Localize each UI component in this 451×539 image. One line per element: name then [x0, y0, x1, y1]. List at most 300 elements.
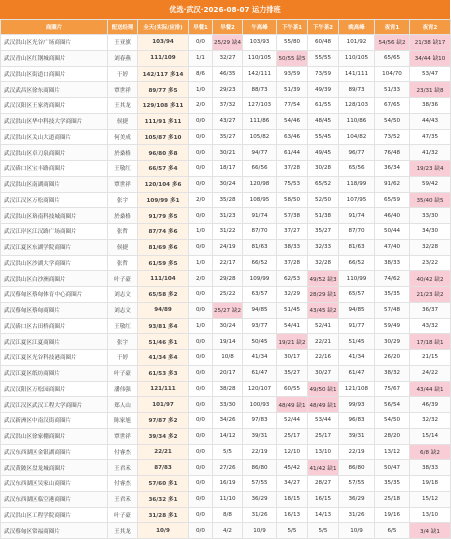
table-row[interactable]: [1, 318, 451, 334]
table-cell: 45/42: [277, 460, 308, 476]
table-cell: 王敬红: [108, 161, 138, 177]
area-name-cell: 武汉洪山区卓刀泉商圈片: [1, 145, 108, 161]
table-cell: 63/57: [243, 287, 277, 303]
table-cell: 43/45 缺2: [308, 302, 339, 318]
table-cell: 0/0: [189, 161, 213, 177]
table-cell: 35/27: [213, 129, 243, 145]
table-cell: 77/54: [277, 98, 308, 114]
table-cell: 94/85: [339, 302, 375, 318]
table-cell: 101/92: [339, 35, 375, 51]
table-cell: 2/0: [189, 98, 213, 114]
table-cell: 104/82: [339, 129, 375, 145]
table-cell: 51/33: [375, 82, 410, 98]
table-cell: 50/55 缺5: [277, 50, 308, 66]
table-row[interactable]: [1, 523, 451, 539]
table-cell: 刘志文: [108, 287, 138, 303]
table-cell: 1/0: [189, 82, 213, 98]
table-cell: 39/31: [339, 428, 375, 444]
table-cell: 55/55: [308, 50, 339, 66]
table-cell: 35/35: [375, 287, 410, 303]
table-cell: 16/13: [277, 507, 308, 523]
table-cell: 93/77: [243, 318, 277, 334]
table-cell: 36/37: [410, 302, 451, 318]
table-cell: 93/81 多4: [138, 318, 189, 334]
table-cell: 51/46 多1: [138, 334, 189, 350]
table-cell: 105/82: [243, 129, 277, 145]
table-cell: 0/0: [189, 287, 213, 303]
table-cell: 51/39: [277, 82, 308, 98]
table-cell: 103/94: [138, 35, 189, 51]
area-name-cell: 武汉硚口区宝丰路商圈片: [1, 161, 108, 177]
table-cell: 91/62: [375, 176, 410, 192]
table-cell: 王君禾: [108, 460, 138, 476]
table-cell: 0/0: [189, 381, 213, 397]
area-name-cell: 武汉洪山区南湖商圈片: [1, 176, 108, 192]
table-cell: 0/0: [189, 129, 213, 145]
table-cell: 89/77 多5: [138, 82, 189, 98]
table-cell: 0/0: [189, 350, 213, 366]
table-cell: 32/27: [213, 50, 243, 66]
table-cell: 38/32: [375, 365, 410, 381]
table-row[interactable]: [1, 365, 451, 381]
table-cell: 63/46: [277, 129, 308, 145]
table-row[interactable]: [1, 444, 451, 460]
area-name-cell: 武汉洪山区关山大道商圈片: [1, 129, 108, 145]
table-header-row: [1, 20, 451, 35]
table-cell: 15/14: [410, 428, 451, 444]
table-cell: 48/45: [308, 113, 339, 129]
area-name-cell: 武汉青山区红钢城商圈片: [1, 50, 108, 66]
table-cell: 111/91 多11: [138, 113, 189, 129]
table-cell: 99/93: [339, 397, 375, 413]
table-cell: 34/27: [277, 476, 308, 492]
table-cell: 22/21: [138, 444, 189, 460]
table-cell: 14/13: [308, 507, 339, 523]
table-cell: 61/59 多5: [138, 255, 189, 271]
table-cell: 61/55: [308, 98, 339, 114]
area-name-cell: 武汉江汉区万松商圈片: [1, 192, 108, 208]
table-cell: 56/54: [375, 397, 410, 413]
table-cell: 54/56 缺2: [375, 35, 410, 51]
table-cell: 58/50: [277, 192, 308, 208]
table-cell: 8/6: [189, 66, 213, 82]
table-cell: 52/41: [308, 318, 339, 334]
table-row[interactable]: [1, 224, 451, 240]
table-cell: 41/32: [410, 145, 451, 161]
table-cell: 66/56: [243, 161, 277, 177]
area-name-cell: 武汉东西湖区吴家山商圈片: [1, 476, 108, 492]
table-cell: 0/0: [189, 208, 213, 224]
table-cell: 31/22: [213, 224, 243, 240]
table-row[interactable]: [1, 35, 451, 51]
table-row[interactable]: [1, 507, 451, 523]
table-row[interactable]: [1, 413, 451, 429]
table-row[interactable]: [1, 255, 451, 271]
table-cell: 郑人山: [108, 397, 138, 413]
column-header[interactable]: 早餐2: [213, 20, 243, 35]
table-row[interactable]: [1, 397, 451, 413]
table-cell: 43/44 缺1: [410, 381, 451, 397]
table-cell: 0/0: [189, 176, 213, 192]
table-cell: 55/45: [308, 129, 339, 145]
table-row[interactable]: [1, 161, 451, 177]
table-cell: 49/39: [308, 82, 339, 98]
table-cell: 31/26: [243, 507, 277, 523]
table-cell: 覃世祥: [108, 82, 138, 98]
table-cell: 何美成: [108, 129, 138, 145]
table-cell: 叶子豪: [108, 271, 138, 287]
table-cell: 36/29: [339, 491, 375, 507]
table-cell: 120/107: [243, 381, 277, 397]
table-cell: 24/19: [213, 239, 243, 255]
table-cell: 19/14: [213, 334, 243, 350]
table-row[interactable]: [1, 381, 451, 397]
table-cell: 37/27: [277, 224, 308, 240]
table-cell: 94/85: [243, 302, 277, 318]
table-cell: 87/83: [138, 460, 189, 476]
table-cell: 48/49 缺1: [308, 397, 339, 413]
table-cell: 10/9: [243, 523, 277, 539]
table-cell: 91/79 多5: [138, 208, 189, 224]
table-cell: 65/56: [339, 161, 375, 177]
table-cell: 121/111: [138, 381, 189, 397]
table-cell: 1/0: [189, 255, 213, 271]
table-row[interactable]: [1, 491, 451, 507]
table-cell: 57/60 多1: [138, 476, 189, 492]
table-cell: 于婷: [108, 350, 138, 366]
table-cell: 21/15: [410, 350, 451, 366]
area-name-cell: 武汉新洲区中南汉街商圈片: [1, 413, 108, 429]
column-header[interactable]: 夜宵1: [375, 20, 410, 35]
table-cell: 於桑格: [108, 145, 138, 161]
table-cell: 2/0: [189, 271, 213, 287]
table-cell: 35/27: [308, 224, 339, 240]
table-cell: 1/0: [189, 224, 213, 240]
area-name-cell: 武汉蔡甸区蔡甸商圈片: [1, 302, 108, 318]
table-cell: 41/34 多4: [138, 350, 189, 366]
table-cell: 30/24: [213, 176, 243, 192]
area-name-cell: 武汉江夏区江夏商圈片: [1, 334, 108, 350]
column-header[interactable]: 午高峰: [243, 20, 277, 35]
table-cell: 0/0: [189, 397, 213, 413]
area-name-cell: 武汉东西湖区金银湖商圈片: [1, 444, 108, 460]
table-cell: 0/0: [189, 334, 213, 350]
column-header[interactable]: 早餐1: [189, 20, 213, 35]
table-cell: 120/98: [243, 176, 277, 192]
table-cell: 30/17: [277, 350, 308, 366]
table-cell: 13/10: [410, 507, 451, 523]
table-cell: 91/74: [339, 208, 375, 224]
table-cell: 97/83: [243, 413, 277, 429]
table-cell: 王其龙: [108, 523, 138, 539]
table-cell: 88/73: [243, 82, 277, 98]
table-cell: 1/0: [189, 318, 213, 334]
table-cell: 19/18: [410, 476, 451, 492]
table-cell: 32/32: [410, 413, 451, 429]
table-cell: 28/27: [308, 476, 339, 492]
table-cell: 128/103: [339, 98, 375, 114]
table-cell: 60/55: [277, 381, 308, 397]
area-name-cell: 武汉汉阳区万松园商圈片: [1, 381, 108, 397]
table-cell: 91/77: [339, 318, 375, 334]
table-cell: 110/99: [339, 271, 375, 287]
table-cell: 6/5: [375, 523, 410, 539]
table-cell: 101/97: [138, 397, 189, 413]
table-cell: 31/23: [213, 208, 243, 224]
table-cell: 31/28 多1: [138, 507, 189, 523]
table-cell: 54/46: [277, 113, 308, 129]
table-cell: 73/52: [375, 129, 410, 145]
table-cell: 34/26: [213, 413, 243, 429]
table-cell: 22/19: [243, 444, 277, 460]
table-cell: 12/10: [277, 444, 308, 460]
table-row[interactable]: [1, 98, 451, 114]
table-cell: 24/22: [410, 365, 451, 381]
table-cell: 48/49 缺1: [277, 397, 308, 413]
table-cell: 41/34: [243, 350, 277, 366]
area-name-cell: 武汉江夏区纸坊商圈片: [1, 365, 108, 381]
table-cell: 75/53: [277, 176, 308, 192]
table-row[interactable]: [1, 350, 451, 366]
table-cell: 57/48: [375, 302, 410, 318]
table-cell: 潘伟强: [108, 381, 138, 397]
table-cell: 46/39: [410, 397, 451, 413]
column-header[interactable]: 夜宵2: [410, 20, 451, 35]
table-cell: 25/17: [277, 428, 308, 444]
table-cell: 87/70: [243, 224, 277, 240]
table-cell: 108/95: [243, 192, 277, 208]
table-cell: 104/70: [375, 66, 410, 82]
table-row[interactable]: [1, 66, 451, 82]
table-cell: 50/44: [375, 224, 410, 240]
table-cell: 叶子豪: [108, 365, 138, 381]
table-cell: 29/28: [213, 271, 243, 287]
area-name-cell: 武汉洪山区华中科技大学商圈片: [1, 113, 108, 129]
table-cell: 19/23 缺4: [410, 161, 451, 177]
table-cell: 73/59: [308, 66, 339, 82]
table-cell: 76/48: [375, 145, 410, 161]
table-row[interactable]: [1, 239, 451, 255]
table-cell: 22/17: [213, 255, 243, 271]
table-cell: 覃世祥: [108, 428, 138, 444]
table-cell: 57/38: [277, 208, 308, 224]
table-cell: 37/28: [277, 161, 308, 177]
column-header[interactable]: 下午茶2: [308, 20, 339, 35]
table-row[interactable]: [1, 428, 451, 444]
table-cell: 13/12: [375, 444, 410, 460]
area-name-cell: 武汉武昌区徐东商圈片: [1, 82, 108, 98]
area-name-cell: 武汉蔡甸区蔡甸体育中心商圈片: [1, 287, 108, 303]
table-cell: 110/86: [339, 113, 375, 129]
table-cell: 41/42 缺1: [308, 460, 339, 476]
table-cell: 31/26: [339, 507, 375, 523]
table-cell: 91/74: [243, 208, 277, 224]
table-row[interactable]: [1, 302, 451, 318]
table-cell: 38/36: [410, 98, 451, 114]
table-cell: 38/33: [410, 460, 451, 476]
table-cell: 15/12: [410, 491, 451, 507]
table-cell: 28/20: [375, 428, 410, 444]
table-cell: 30/24: [213, 318, 243, 334]
table-cell: 55/80: [277, 35, 308, 51]
table-cell: 22/21: [308, 334, 339, 350]
area-name-cell: 武汉洪山区街道口商圈片: [1, 66, 108, 82]
table-cell: 121/108: [339, 381, 375, 397]
column-header[interactable]: 配送经理: [108, 20, 138, 35]
table-cell: 0/0: [189, 145, 213, 161]
table-row[interactable]: [1, 176, 451, 192]
table-row[interactable]: [1, 192, 451, 208]
area-name-cell: 武汉江夏区光谷科技港商圈片: [1, 350, 108, 366]
table-cell: 93/59: [277, 66, 308, 82]
table-cell: 87/74 多6: [138, 224, 189, 240]
table-cell: 39/31: [243, 428, 277, 444]
table-cell: 37/28: [277, 255, 308, 271]
table-cell: 34/44 缺10: [410, 50, 451, 66]
table-cell: 60/48: [308, 35, 339, 51]
table-cell: 32/28: [410, 239, 451, 255]
table-cell: 36/29: [243, 491, 277, 507]
table-cell: 30/27: [308, 365, 339, 381]
table-cell: 142/117 多14: [138, 66, 189, 82]
column-header[interactable]: 全天(实际/应排): [138, 20, 189, 35]
table-cell: 118/99: [339, 176, 375, 192]
table-cell: 6/8 缺2: [410, 444, 451, 460]
table-cell: 10/8: [213, 350, 243, 366]
table-cell: 35/27: [277, 365, 308, 381]
table-cell: 32/33: [308, 239, 339, 255]
table-row[interactable]: [1, 271, 451, 287]
table-cell: 49/45: [308, 145, 339, 161]
area-name-cell: 武汉洪山区珞南科技城商圈片: [1, 208, 108, 224]
table-cell: 10/9: [138, 523, 189, 539]
table-cell: 19/21 缺2: [277, 334, 308, 350]
table-cell: 11/10: [213, 491, 243, 507]
area-name-cell: 武汉洪山区工程学院商圈片: [1, 507, 108, 523]
table-row[interactable]: [1, 460, 451, 476]
table-cell: 16/15: [308, 491, 339, 507]
table-cell: 40/42 缺2: [410, 271, 451, 287]
table-cell: 0/0: [189, 523, 213, 539]
table-cell: 43/27: [213, 113, 243, 129]
table-cell: 75/67: [375, 381, 410, 397]
table-cell: 0/0: [189, 113, 213, 129]
table-cell: 96/83: [339, 413, 375, 429]
table-row[interactable]: [1, 476, 451, 492]
table-cell: 53/47: [410, 66, 451, 82]
table-cell: 50/45: [243, 334, 277, 350]
table-cell: 81/63: [339, 239, 375, 255]
column-header[interactable]: 下午茶1: [277, 20, 308, 35]
table-cell: 35/35: [375, 476, 410, 492]
table-cell: 62/53: [277, 271, 308, 287]
table-cell: 89/73: [339, 82, 375, 98]
table-cell: 47/35: [410, 129, 451, 145]
table-cell: 20/17: [213, 365, 243, 381]
table-cell: 49/52 缺3: [308, 271, 339, 287]
table-cell: 张宇: [108, 334, 138, 350]
table-cell: 49/50 缺1: [308, 381, 339, 397]
table-cell: 65/57: [339, 287, 375, 303]
table-cell: 0/0: [189, 507, 213, 523]
table-cell: 36/32 多1: [138, 491, 189, 507]
page-title: 优选·武汉·2026-08-07 运力排班: [0, 0, 450, 19]
table-cell: 22/16: [308, 350, 339, 366]
table-cell: 97/87 多2: [138, 413, 189, 429]
table-cell: 38/33: [277, 239, 308, 255]
column-header[interactable]: 商圈片: [1, 20, 108, 35]
area-name-cell: 武汉汉阳区王家湾商圈片: [1, 98, 108, 114]
table-cell: 0/0: [189, 460, 213, 476]
area-name-cell: 武汉江汉区武汉工程大学商圈片: [1, 397, 108, 413]
table-row[interactable]: [1, 334, 451, 350]
table-cell: 33/30: [410, 208, 451, 224]
table-cell: 4/2: [213, 523, 243, 539]
table-cell: 25/18: [375, 491, 410, 507]
table-cell: 74/62: [375, 271, 410, 287]
table-cell: 141/111: [339, 66, 375, 82]
table-row[interactable]: [1, 129, 451, 145]
table-cell: 61/53 多3: [138, 365, 189, 381]
table-cell: 111/104: [138, 271, 189, 287]
table-cell: 110/105: [339, 50, 375, 66]
table-cell: 61/44: [277, 145, 308, 161]
table-cell: 39/34 多2: [138, 428, 189, 444]
table-cell: 87/70: [339, 224, 375, 240]
table-cell: 36/34: [375, 161, 410, 177]
table-cell: 57/55: [339, 476, 375, 492]
table-cell: 25/22: [213, 287, 243, 303]
table-cell: 120/104 多6: [138, 176, 189, 192]
table-cell: 65/52: [308, 176, 339, 192]
table-cell: 51/38: [308, 208, 339, 224]
table-row[interactable]: [1, 287, 451, 303]
table-cell: 32/28: [308, 255, 339, 271]
table-cell: 43/32: [410, 318, 451, 334]
table-cell: 5/5: [308, 523, 339, 539]
table-cell: 21/23 缺2: [410, 287, 451, 303]
table-row[interactable]: [1, 82, 451, 98]
area-name-cell: 武汉江夏区东湖学院商圈片: [1, 239, 108, 255]
table-cell: 王亚旗: [108, 35, 138, 51]
table-cell: 1/1: [189, 50, 213, 66]
table-cell: 54/41: [277, 318, 308, 334]
table-cell: 61/47: [243, 365, 277, 381]
table-cell: 0/0: [189, 413, 213, 429]
table-cell: 94/77: [243, 145, 277, 161]
table-cell: 陈家旭: [108, 413, 138, 429]
table-cell: 53/44: [308, 413, 339, 429]
schedule-table: [0, 19, 451, 539]
table-cell: 61/47: [339, 365, 375, 381]
table-cell: 81/63: [243, 239, 277, 255]
table-cell: 刘志文: [108, 302, 138, 318]
table-cell: 86/80: [243, 460, 277, 476]
table-cell: 0/0: [189, 444, 213, 460]
table-row[interactable]: [1, 113, 451, 129]
table-cell: 0/0: [189, 35, 213, 51]
table-cell: 33/30: [213, 397, 243, 413]
column-header[interactable]: 晚高峰: [339, 20, 375, 35]
table-row[interactable]: [1, 50, 451, 66]
table-row[interactable]: [1, 208, 451, 224]
table-row[interactable]: [1, 145, 451, 161]
table-cell: 66/52: [243, 255, 277, 271]
table-cell: 52/50: [308, 192, 339, 208]
table-cell: 109/99 多1: [138, 192, 189, 208]
table-cell: 38/33: [375, 255, 410, 271]
area-name-cell: 武汉洪山区沙湖大学商圈片: [1, 255, 108, 271]
